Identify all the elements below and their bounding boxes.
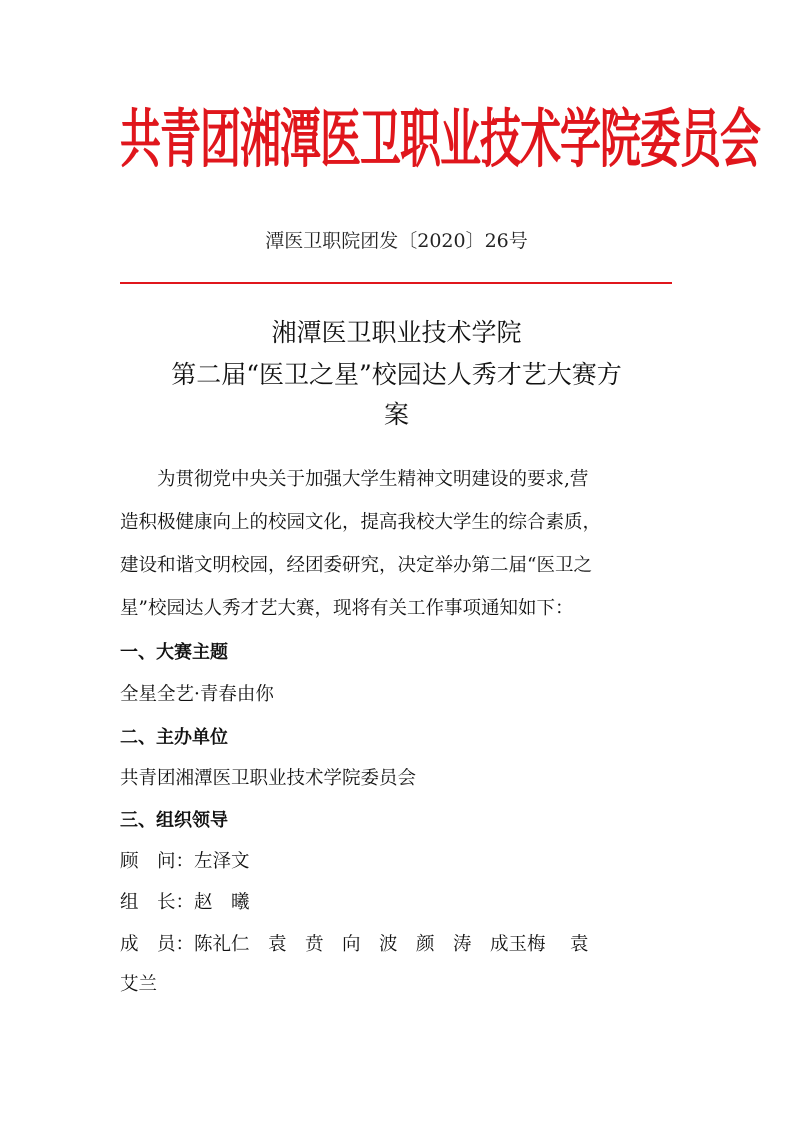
leadership-advisor: 顾 问：左泽文 xyxy=(120,851,250,872)
document-number: 潭医卫职院团发〔2020〕26号 xyxy=(265,230,528,252)
red-header-org-title: 共青团湘潭医卫职业技术学院委员会 xyxy=(120,101,760,177)
section-body-theme: 全星全艺·青春由你 xyxy=(120,684,274,705)
document-title-line-3: 案 xyxy=(383,400,409,429)
section-body-organizer: 共青团湘潭医卫职业技术学院委员会 xyxy=(120,768,417,789)
section-heading-organizer: 二、主办单位 xyxy=(120,727,228,748)
section-heading-leadership: 三、组织领导 xyxy=(120,810,228,831)
intro-paragraph-line-3: 建设和谐文明校园，经团委研究，决定举办第二届“医卫之 xyxy=(120,555,592,576)
red-divider-line xyxy=(120,282,672,284)
intro-paragraph-line-4: 星”校园达人秀才艺大赛，现将有关工作事项通知如下： xyxy=(120,598,574,619)
intro-paragraph-line-1: 为贯彻党中央关于加强大学生精神文明建设的要求,营 xyxy=(157,469,589,490)
section-heading-theme: 一、大赛主题 xyxy=(120,642,228,663)
intro-paragraph-line-2: 造积极健康向上的校园文化，提高我校大学生的综合素质， xyxy=(120,512,602,533)
document-title-line-1: 湘潭医卫职业技术学院 xyxy=(271,318,522,347)
leadership-members-line-2: 艾兰 xyxy=(120,974,158,995)
document-title-line-2: 第二届“医卫之星”校园达人秀才艺大赛方 xyxy=(171,360,622,389)
leadership-leader: 组 长：赵 曦 xyxy=(120,892,250,913)
leadership-members-line-1: 成 员：陈礼仁 袁 贲 向 波 颜 涛 成玉梅 袁 xyxy=(120,934,589,955)
